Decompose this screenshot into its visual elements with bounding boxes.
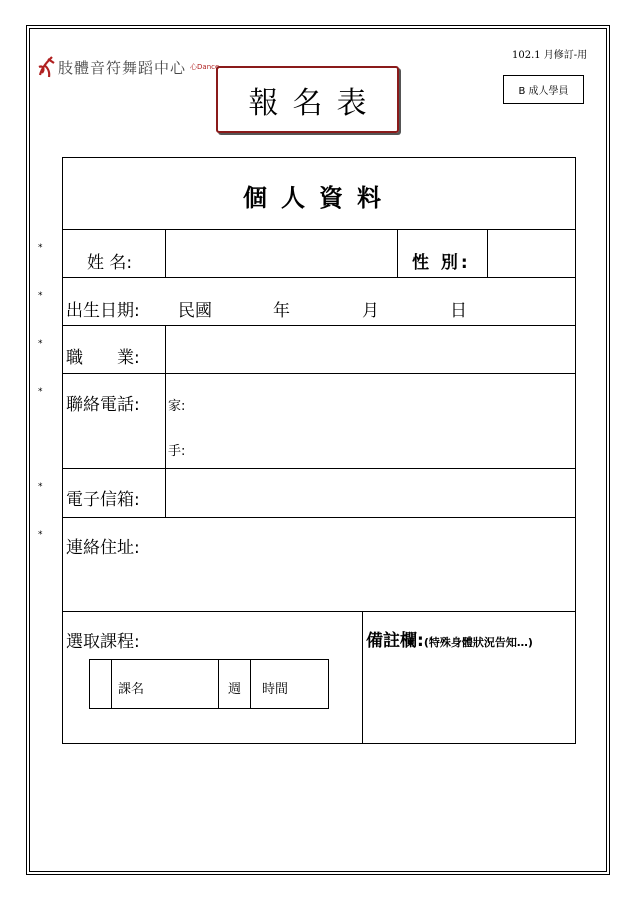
required-marker: * (38, 482, 43, 492)
address-label: 連絡住址: (66, 538, 140, 558)
logo-subtext: 心Dance (190, 63, 220, 71)
col-divider (165, 229, 166, 277)
row-divider (62, 373, 576, 374)
birth-date-label: 出生日期: (66, 301, 140, 321)
revision-note: 102.1 月修訂-用 (512, 50, 588, 61)
course-col-divider (250, 660, 251, 708)
required-marker: * (38, 530, 43, 540)
course-name-header: 課名 (118, 682, 145, 697)
row-divider (62, 517, 576, 518)
email-label: 電子信箱: (66, 490, 140, 510)
course-col-divider (111, 660, 112, 708)
remarks-note: (特殊身體狀況告知…) (423, 636, 533, 649)
name-label: 姓 名: (87, 253, 133, 273)
remarks-title: 備註欄: (366, 631, 424, 651)
course-col-divider (218, 660, 219, 708)
logo-text: 肢體音符舞蹈中心 (58, 58, 187, 77)
required-marker: * (38, 387, 43, 397)
row-divider (62, 325, 576, 326)
col-divider (165, 468, 166, 517)
section-title: 個人資料 (243, 184, 395, 212)
occupation-label: 職 業: (66, 348, 140, 368)
gender-label: 性 別: (412, 253, 471, 273)
organization-logo (36, 52, 219, 82)
remarks-label (366, 626, 533, 651)
courses-label: 選取課程: (66, 632, 140, 652)
col-divider (165, 373, 166, 468)
course-week-header: 週 (228, 682, 242, 697)
row-divider (62, 611, 576, 612)
category-box: B 成人學員 (503, 75, 584, 104)
mobile-phone-label: 手: (168, 444, 186, 459)
row-divider (62, 277, 576, 278)
course-time-header: 時間 (262, 682, 289, 697)
phone-label: 聯絡電話: (66, 395, 140, 415)
required-marker: * (38, 339, 43, 349)
col-divider (165, 325, 166, 373)
birth-year-label: 年 (273, 301, 290, 321)
col-divider (397, 229, 398, 277)
dancer-logo-icon (36, 53, 56, 81)
row-divider (62, 229, 576, 230)
birth-day-label: 日 (450, 301, 467, 321)
home-phone-label: 家: (168, 399, 186, 414)
birth-era-label: 民國 (178, 301, 212, 321)
required-marker: * (38, 243, 43, 253)
birth-month-label: 月 (362, 301, 379, 321)
form-title: 報名表 (216, 66, 399, 133)
course-table (89, 659, 329, 709)
col-divider (487, 229, 488, 277)
row-divider (62, 468, 576, 469)
personal-info-table (62, 157, 576, 744)
col-divider (362, 611, 363, 744)
required-marker: * (38, 291, 43, 301)
